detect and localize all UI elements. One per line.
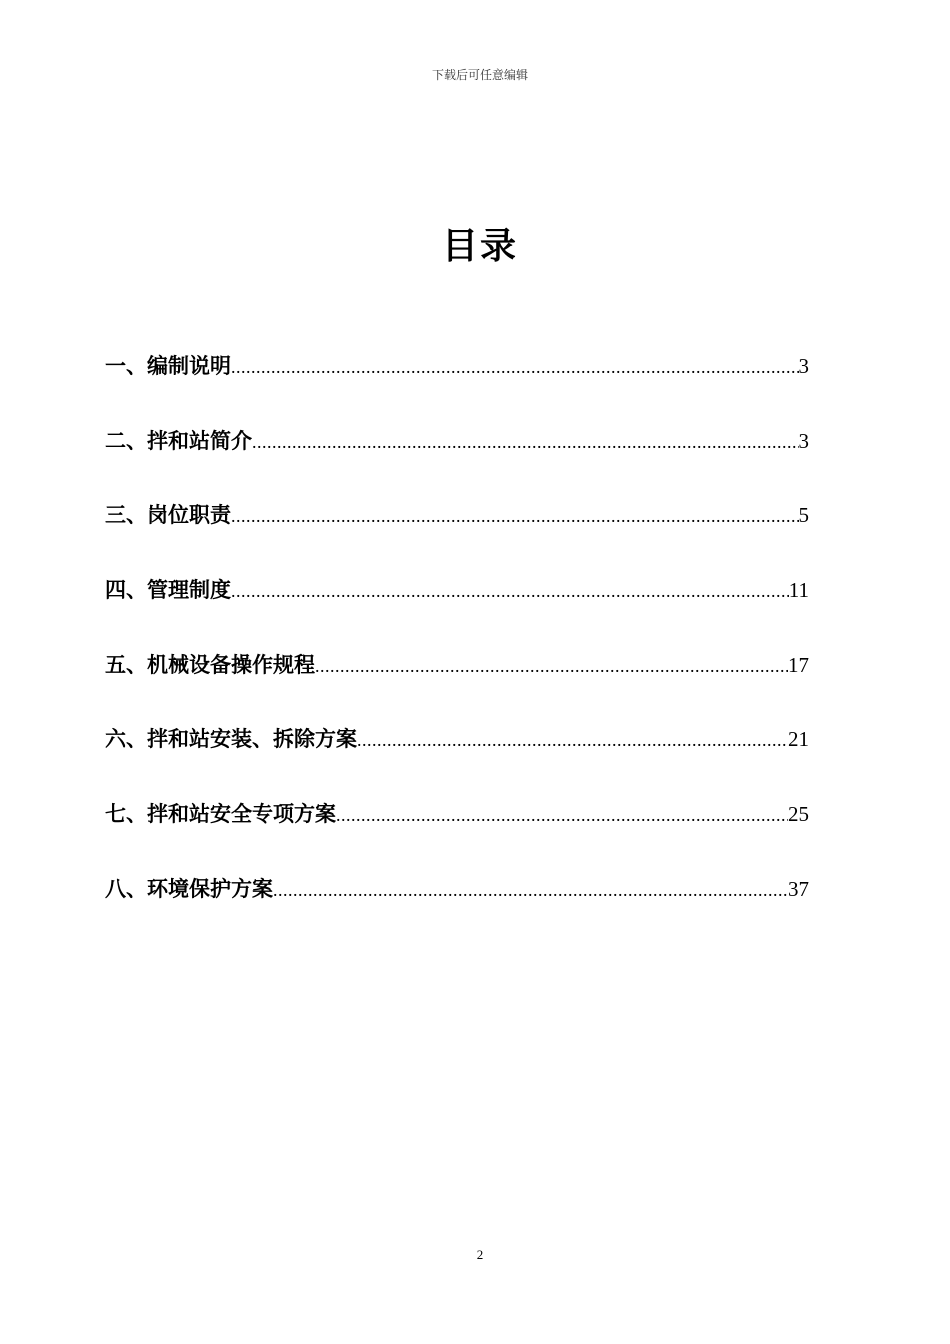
toc-item-2[interactable] xyxy=(105,421,809,461)
toc-dot-leader xyxy=(252,422,799,462)
toc-dot-leader xyxy=(231,571,789,611)
toc-item-label: 六、拌和站安装、拆除方案 xyxy=(105,727,357,752)
toc-item-page: 25 xyxy=(788,802,809,827)
toc-item-page: 21 xyxy=(788,727,809,752)
toc-dot-leader xyxy=(315,646,788,686)
toc-item-4[interactable] xyxy=(105,570,809,610)
toc-item-6[interactable] xyxy=(105,719,809,759)
toc-item-page: 5 xyxy=(798,503,809,528)
page-number: 2 xyxy=(476,1247,484,1262)
toc-item-5[interactable] xyxy=(105,645,809,685)
toc-item-label: 五、机械设备操作规程 xyxy=(105,652,315,677)
toc-dot-leader xyxy=(357,720,788,760)
toc-item-7[interactable] xyxy=(105,794,809,834)
toc-item-1[interactable] xyxy=(105,346,809,386)
toc-dot-leader xyxy=(231,347,799,387)
toc-item-label: 一、编制说明 xyxy=(105,354,231,378)
toc-item-page: 3 xyxy=(798,428,809,453)
toc-item-label: 三、岗位职责 xyxy=(105,503,231,528)
toc-dot-leader xyxy=(336,795,788,835)
toc-item-8[interactable] xyxy=(105,869,809,909)
header-note: 下载后可任意编辑 xyxy=(431,68,528,82)
toc-item-3[interactable] xyxy=(105,495,809,535)
table-of-contents xyxy=(105,346,809,944)
toc-title: 目录 xyxy=(441,225,518,267)
toc-item-label: 四、管理制度 xyxy=(105,578,231,603)
toc-dot-leader xyxy=(231,496,799,536)
toc-dot-leader xyxy=(273,870,788,910)
toc-item-page: 11 xyxy=(788,578,809,603)
toc-item-page: 37 xyxy=(788,876,809,901)
toc-item-label: 七、拌和站安全专项方案 xyxy=(105,802,336,827)
toc-item-page: 17 xyxy=(788,652,809,677)
toc-item-label: 二、拌和站简介 xyxy=(105,428,252,453)
toc-item-label: 八、环境保护方案 xyxy=(105,876,273,901)
toc-item-page: 3 xyxy=(798,354,809,378)
